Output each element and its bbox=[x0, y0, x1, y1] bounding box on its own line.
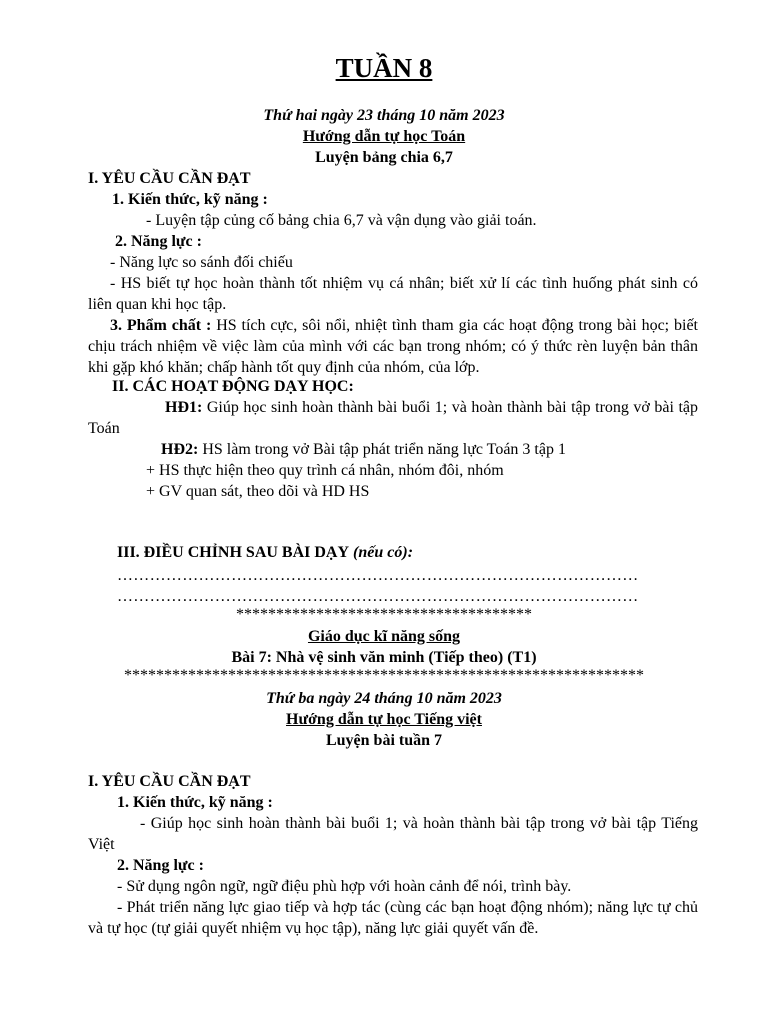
week-title: TUẦN 8 bbox=[335, 53, 433, 83]
day1-hd2-label: HĐ2: bbox=[161, 441, 199, 458]
day1-quality-text: HS tích cực, sôi nổi, nhiệt tình tham gia các hoạt động trong bài học; biết chịu trách nhiệm về việc làm của mình với các bạn trong nhóm; có ý thức rèn luyện bản thân khi gặp khó khăn; chấp hành tốt quy định của nhóm, của lớp. bbox=[88, 317, 699, 376]
day1-section3-note: (nếu có): bbox=[353, 544, 414, 561]
day1-section2-heading: II. CÁC HOẠT ĐỘNG DẠY HỌC: bbox=[112, 378, 354, 395]
life-skills-subject-text: Giáo dục kĩ năng sống bbox=[307, 628, 461, 645]
day1-section3-heading bbox=[117, 542, 413, 563]
separator-stars-long: ***************************************************************** bbox=[124, 667, 644, 684]
day1-activity-2 bbox=[161, 439, 566, 460]
day2-subject-text: Hướng dẫn tự học Tiếng việt bbox=[286, 711, 482, 728]
day2-knowledge-text: - Giúp học sinh hoàn thành bài buổi 1; và hoàn thành bài tập trong vở bài tập Tiếng Việt bbox=[88, 815, 698, 853]
day2-subject bbox=[0, 709, 768, 730]
day1-subject bbox=[0, 126, 768, 147]
life-skills-lesson: Bài 7: Nhà vệ sinh văn minh (Tiếp theo) (T1) bbox=[231, 649, 537, 666]
day1-quality-label: 3. Phẩm chất : bbox=[110, 317, 212, 334]
day1-activity-2-item-1: + HS thực hiện theo quy trình cá nhân, nhóm đôi, nhóm bbox=[146, 462, 504, 479]
day1-activity-2-item-2: + GV quan sát, theo dõi và HD HS bbox=[146, 483, 370, 500]
day1-ability-item-2: - HS biết tự học hoàn thành tốt nhiệm vụ cá nhân; biết xử lí các tình huống phát sinh có liên quan khi học tập. bbox=[88, 275, 698, 313]
day1-quality-paragraph bbox=[88, 315, 698, 378]
day1-date: Thứ hai ngày 23 tháng 10 năm 2023 bbox=[263, 107, 505, 124]
day1-section3-title: III. ĐIỀU CHỈNH SAU BÀI DẠY bbox=[117, 544, 350, 561]
day1-hd2-text: HS làm trong vở Bài tập phát triển năng lực Toán 3 tập 1 bbox=[198, 441, 566, 458]
day1-knowledge-text: - Luyện tập củng cố bảng chia 6,7 và vận dụng vào giải toán. bbox=[146, 212, 537, 229]
day1-ability-label: 2. Năng lực : bbox=[115, 233, 202, 250]
day1-hd1-text: Giúp học sinh hoàn thành bài buổi 1; và hoàn thành bài tập trong vở bài tập Toán bbox=[88, 399, 698, 437]
day1-ability-item-1: - Năng lực so sánh đối chiếu bbox=[110, 254, 293, 271]
day2-date: Thứ ba ngày 24 tháng 10 năm 2023 bbox=[266, 690, 502, 707]
life-skills-subject bbox=[0, 626, 768, 647]
day2-lesson: Luyện bài tuần 7 bbox=[325, 732, 443, 749]
day1-subject-text: Hướng dẫn tự học Toán bbox=[302, 128, 466, 145]
dotted-line-1: …………………………………………………………………………………… bbox=[117, 567, 639, 584]
day1-section1-heading: I. YÊU CẦU CẦN ĐẠT bbox=[88, 170, 251, 187]
day1-hd1-label: HĐ1: bbox=[165, 399, 203, 416]
day1-activity-1 bbox=[88, 397, 698, 439]
day1-knowledge-label: 1. Kiến thức, kỹ năng : bbox=[112, 191, 268, 208]
separator-stars-short: ************************************* bbox=[236, 606, 532, 623]
day2-ability-item-1: - Sử dụng ngôn ngữ, ngữ điệu phù hợp với hoàn cảnh để nói, trình bày. bbox=[117, 878, 572, 895]
dotted-line-2: …………………………………………………………………………………… bbox=[117, 588, 639, 605]
day2-knowledge-label: 1. Kiến thức, kỹ năng : bbox=[117, 794, 273, 811]
day2-ability-label: 2. Năng lực : bbox=[117, 857, 204, 874]
day2-section1-heading: I. YÊU CẦU CẦN ĐẠT bbox=[88, 773, 251, 790]
day1-lesson: Luyện bảng chia 6,7 bbox=[315, 149, 453, 166]
day2-ability-item-2: - Phát triển năng lực giao tiếp và hợp tác (cùng các bạn hoạt động nhóm); năng lực tự chủ và tự học (tự giải quyết nhiệm vụ học tập), năng lực giải quyết vấn đề. bbox=[88, 899, 698, 937]
